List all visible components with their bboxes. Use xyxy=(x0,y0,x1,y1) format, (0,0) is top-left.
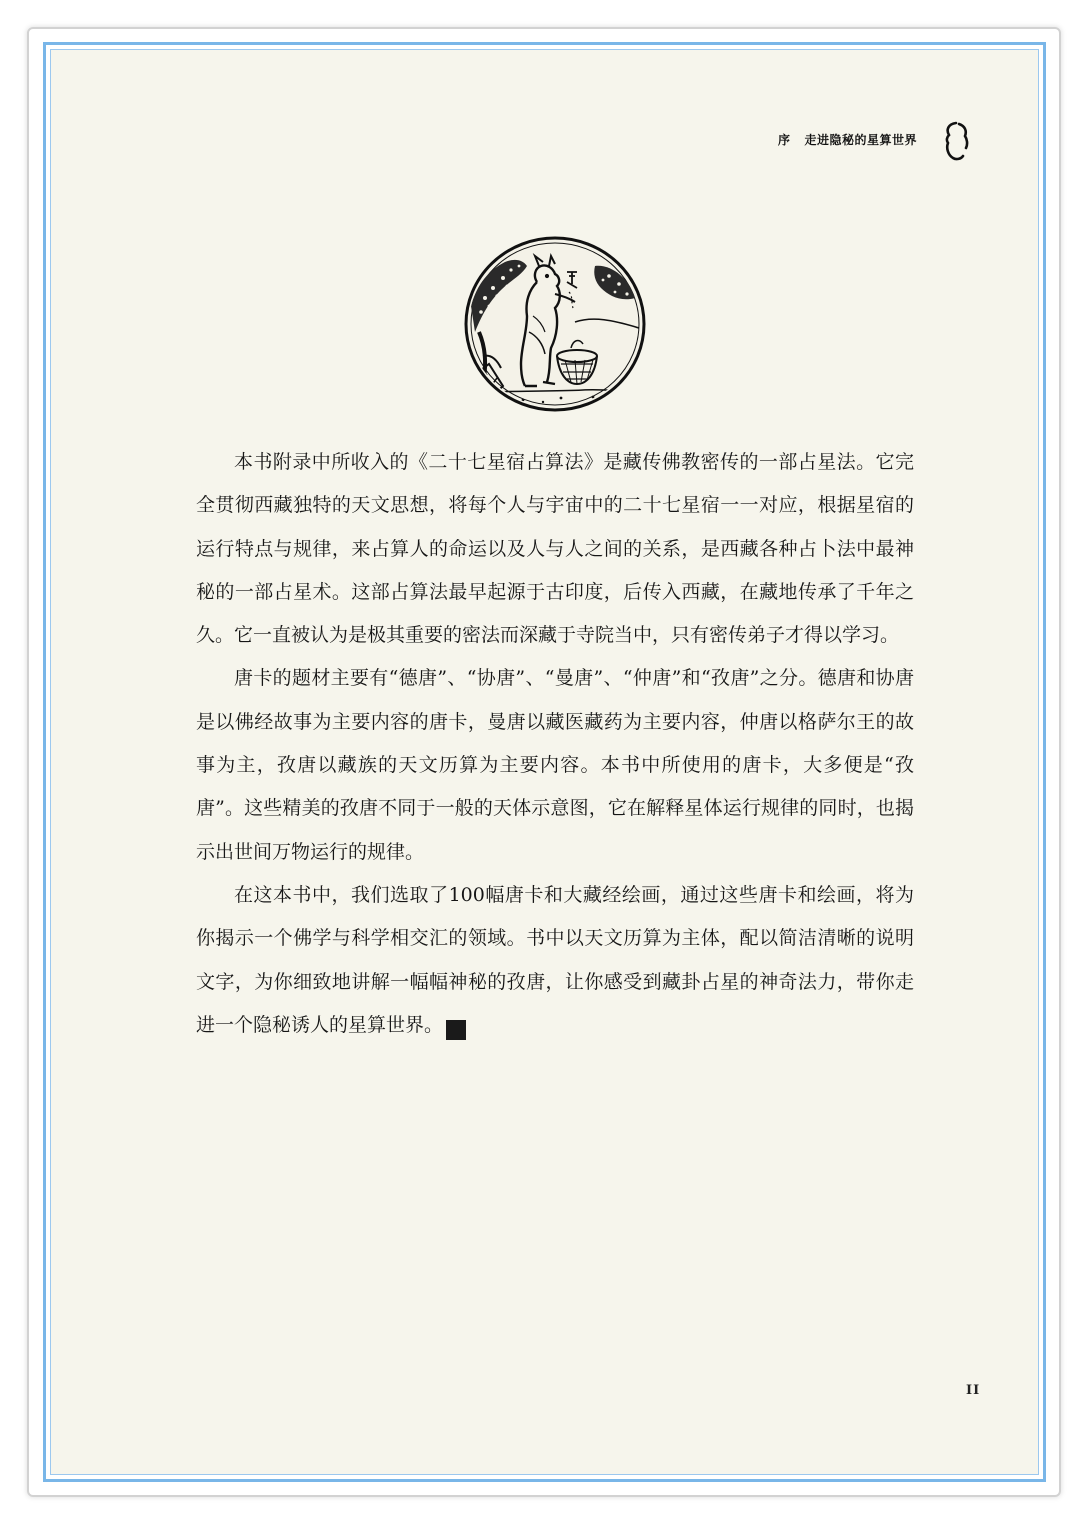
preface-body xyxy=(196,441,914,1047)
thangka-medallion-illustration xyxy=(463,236,647,412)
header-title: 走进隐秘的星算世界 xyxy=(804,133,918,147)
running-header xyxy=(778,131,935,151)
header-section-label: 序 xyxy=(778,133,791,147)
paragraph-1: 本书附录中所收入的《二十七星宿占算法》是藏传佛教密传的一部占星法。它完全贯彻西藏独特的天文思想，将每个人与宇宙中的二十七星宿一一对应，根据星宿的运行特点与规律，来占算人的命运以及人与人之间的关系，是西藏各种占卜法中最神秘的一部占星术。这部占算法最早起源于古印度，后传入西藏，在藏地传承了千年之久。它一直被认为是极其重要的密法而深藏于寺院当中，只有密传弟子才得以学习。 xyxy=(196,451,914,647)
paragraph-3 xyxy=(196,874,914,1047)
paragraph-2: 唐卡的题材主要有“德唐”、“协唐”、“曼唐”、“仲唐”和“孜唐”之分。德唐和协唐是以佛经故事为主要内容的唐卡，曼唐以藏医藏药为主要内容，仲唐以格萨尔王的故事为主，孜唐以藏族的天文历算为主要内容。本书中所使用的唐卡，大多便是“孜唐”。这些精美的孜唐不同于一般的天体示意图，它在解释星体运行规律的同时，也揭示出世间万物运行的规律。 xyxy=(196,667,914,863)
header-ornament-icon xyxy=(944,120,970,162)
paragraph-3-text: 在这本书中，我们选取了100幅唐卡和大藏经绘画，通过这些唐卡和绘画，将为你揭示一个佛学与科学相交汇的领域。书中以天文历算为主体，配以简洁清晰的说明文字，为你细致地讲解一幅幅神秘的孜唐，让你感受到藏卦占星的神奇法力，带你走进一个隐秘诱人的星算世界。 xyxy=(196,883,914,1036)
page-number: II xyxy=(966,1383,981,1398)
end-mark-icon: 线 xyxy=(446,1020,466,1040)
